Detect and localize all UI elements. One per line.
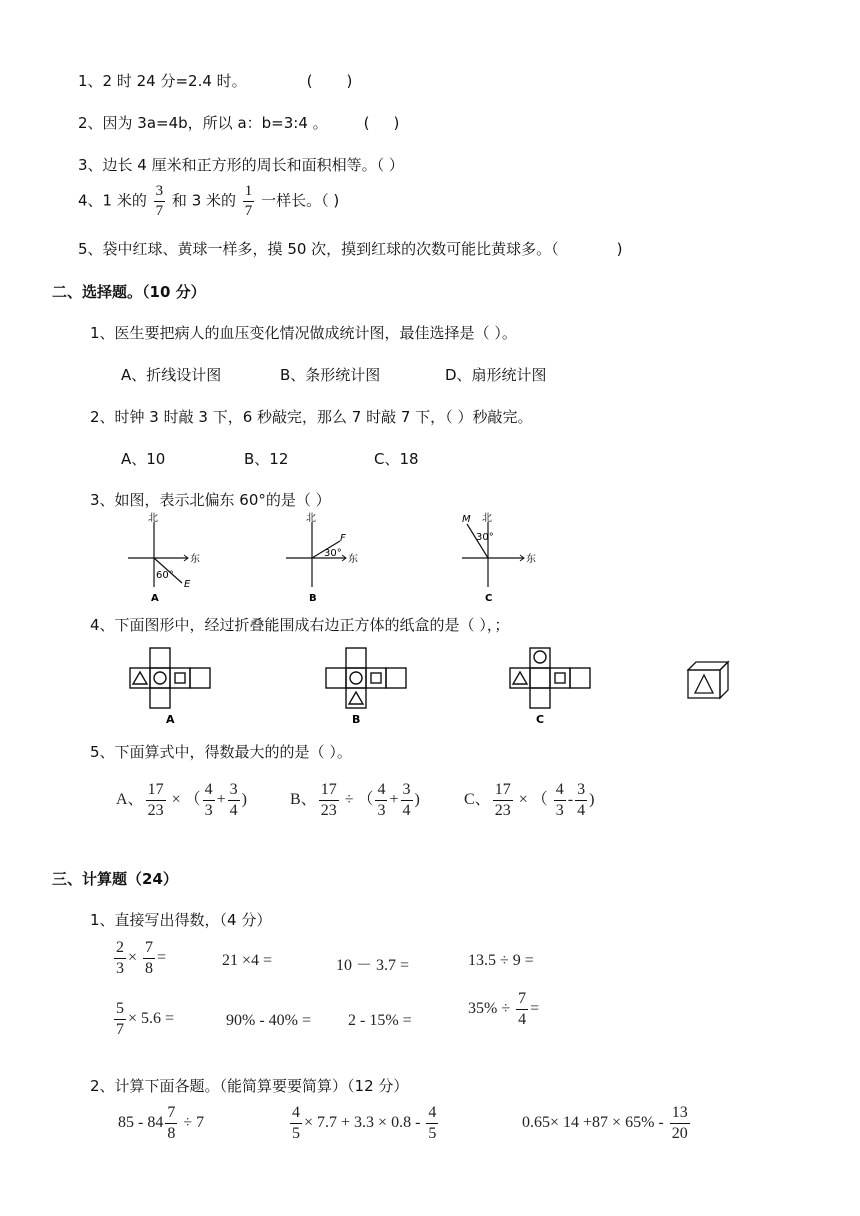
ray-label: E (184, 579, 191, 590)
fraction: $\frac{7}{8}$ (167, 1104, 176, 1142)
choice-q5: 5、下面算式中，得数最大的的是（ ）。 (90, 743, 352, 761)
east-label: 东 (348, 554, 358, 565)
direction-figures (118, 512, 558, 604)
ray-label: M (462, 514, 471, 525)
square-icon (555, 673, 565, 683)
section-title-calc: 三、计算题（24） (52, 870, 178, 888)
calc-q2-expr-2: $\frac{4}{5}$ × 7.7 + 3.3 × 0.8 - $\frac{4}{5}$ (292, 1104, 437, 1142)
fraction: $\frac{13}{20}$ (671, 1104, 688, 1142)
circle-icon (534, 651, 546, 663)
triangle-icon (695, 675, 713, 693)
circle-icon (350, 672, 362, 684)
calc-q1-expr-3: 10 － 3.7 = (336, 957, 410, 974)
angle-label: 60° (156, 570, 174, 581)
figure-label: C (485, 593, 493, 604)
choice-q5-option-b: B、 $\frac{17}{23}$ ÷ （ $\frac{4}{3}$ + $\frac{3}{4}$ ) (290, 781, 420, 819)
choice-q2: 2、时钟 3 时敲 3 下，6 秒敲完，那么 7 时敲 7 下，（ ）秒敲完。 (90, 408, 533, 426)
triangle-icon (349, 692, 363, 704)
east-label: 东 (526, 554, 536, 565)
fraction: $\frac{3}{7}$ (155, 183, 164, 219)
calc-q1-expr-1: $\frac{2}{3}$ × $\frac{7}{8}$ = (116, 939, 167, 977)
fraction: $\frac{4}{5}$ (292, 1104, 300, 1142)
calc-q1-expr-2: 21 ×4 = (222, 952, 273, 969)
choice-q4: 4、下面图形中，经过折叠能围成右边正方体的纸盒的是（ ），； (90, 616, 510, 634)
choice-q2-option-c: C、18 (374, 450, 419, 468)
fraction: $\frac{4}{3}$ (377, 781, 386, 819)
figure-label: A (151, 593, 159, 604)
judge-item-5: 5、袋中红球、黄球一样多，摸 50 次，摸到红球的次数可能比黄球多。（ ) (78, 240, 623, 258)
figure-label: B (309, 593, 317, 604)
calc-q1-expr-7: 2 - 15% = (348, 1012, 412, 1029)
fraction: $\frac{7}{8}$ (145, 939, 154, 977)
choice-q2-option-a: A、10 (121, 450, 166, 468)
fraction: $\frac{17}{23}$ (494, 781, 511, 819)
calc-q2-expr-1: 85 - 84 $\frac{7}{8}$ ÷ 7 (118, 1104, 205, 1142)
fraction: $\frac{3}{4}$ (229, 781, 238, 819)
net-label-c: C (536, 713, 545, 726)
fraction: $\frac{5}{7}$ (116, 1000, 124, 1038)
cube-net-b (326, 648, 406, 708)
fraction: $\frac{17}{23}$ (320, 781, 337, 819)
judge-item-2: 2、因为 3a=4b，所以 a：b=3:4 。 ( ) (78, 114, 400, 132)
east-label: 东 (190, 554, 200, 565)
calc-q1-expr-4: 13.5 ÷ 9 = (468, 952, 534, 969)
north-label: 北 (306, 513, 316, 524)
net-label-a: A (166, 713, 175, 726)
fraction: $\frac{4}{3}$ (204, 781, 213, 819)
judge-item-4: 4、1 米的 $\frac{3}{7}$ 和 3 米的 $\frac{1}{7}$ 一样长。（ ) (78, 183, 340, 219)
fraction: $\frac{17}{23}$ (147, 781, 164, 819)
calc-q1: 1、直接写出得数，（4 分） (90, 911, 272, 929)
fraction: $\frac{2}{3}$ (116, 939, 124, 977)
choice-q5-option-a: A、 $\frac{17}{23}$ × （ $\frac{4}{3}$ + $\frac{3}{4}$ ) (116, 781, 247, 819)
north-label: 北 (148, 513, 158, 524)
calc-q1-expr-5: $\frac{5}{7}$ × 5.6 = (116, 1000, 175, 1038)
choice-q3: 3、如图，表示北偏东 60°的是（ ） (90, 491, 331, 509)
angle-label: 30° (476, 532, 494, 543)
triangle-icon (133, 672, 147, 684)
cube-nets (128, 644, 748, 726)
fraction: $\frac{7}{4}$ (518, 990, 527, 1028)
direction-figure-c (462, 512, 536, 604)
fraction: $\frac{3}{4}$ (577, 781, 586, 819)
fraction: $\frac{3}{4}$ (402, 781, 411, 819)
angle-label: 30° (324, 548, 342, 559)
section-title-choice: 二、选择题。（10 分） (52, 283, 206, 301)
north-label: 北 (482, 513, 492, 524)
choice-q1-option-d: D、扇形统计图 (445, 366, 547, 384)
cube-net-c (510, 648, 590, 708)
cube-figure (688, 662, 728, 698)
choice-q2-option-b: B、12 (244, 450, 289, 468)
choice-q5-option-c: C、 $\frac{17}{23}$ × （ $\frac{4}{3}$ - $\frac{3}{4}$ ) (464, 781, 595, 819)
direction-figure-b (286, 512, 358, 604)
calc-q2-expr-3: 0.65× 14 +87 × 65% - $\frac{13}{20}$ (522, 1104, 688, 1142)
net-label-b: B (352, 713, 361, 726)
judge-item-3: 3、边长 4 厘米和正方形的周长和面积相等。（ ） (78, 156, 404, 174)
fraction: $\frac{4}{5}$ (428, 1104, 437, 1142)
ray-label: F (340, 533, 346, 544)
judge-item-1: 1、2 时 24 分=2.4 时。 ( ) (78, 72, 353, 90)
fraction: $\frac{4}{3}$ (555, 781, 564, 819)
cube-net-a (130, 648, 210, 708)
choice-q1-option-b: B、条形统计图 (280, 366, 381, 384)
circle-icon (154, 672, 166, 684)
triangle-icon (513, 672, 527, 684)
choice-q1: 1、医生要把病人的血压变化情况做成统计图，最佳选择是（ ）。 (90, 324, 517, 342)
square-icon (371, 673, 381, 683)
square-icon (175, 673, 185, 683)
choice-q1-option-a: A、折线设计图 (121, 366, 222, 384)
calc-q1-expr-8: 35% ÷ $\frac{7}{4}$ = (468, 990, 540, 1028)
direction-figure-a (128, 512, 200, 604)
calc-q1-expr-6: 90% - 40% = (226, 1012, 312, 1029)
fraction: $\frac{1}{7}$ (244, 183, 253, 219)
calc-q2: 2、计算下面各题。（能简算要要简算）（12 分） (90, 1077, 409, 1095)
